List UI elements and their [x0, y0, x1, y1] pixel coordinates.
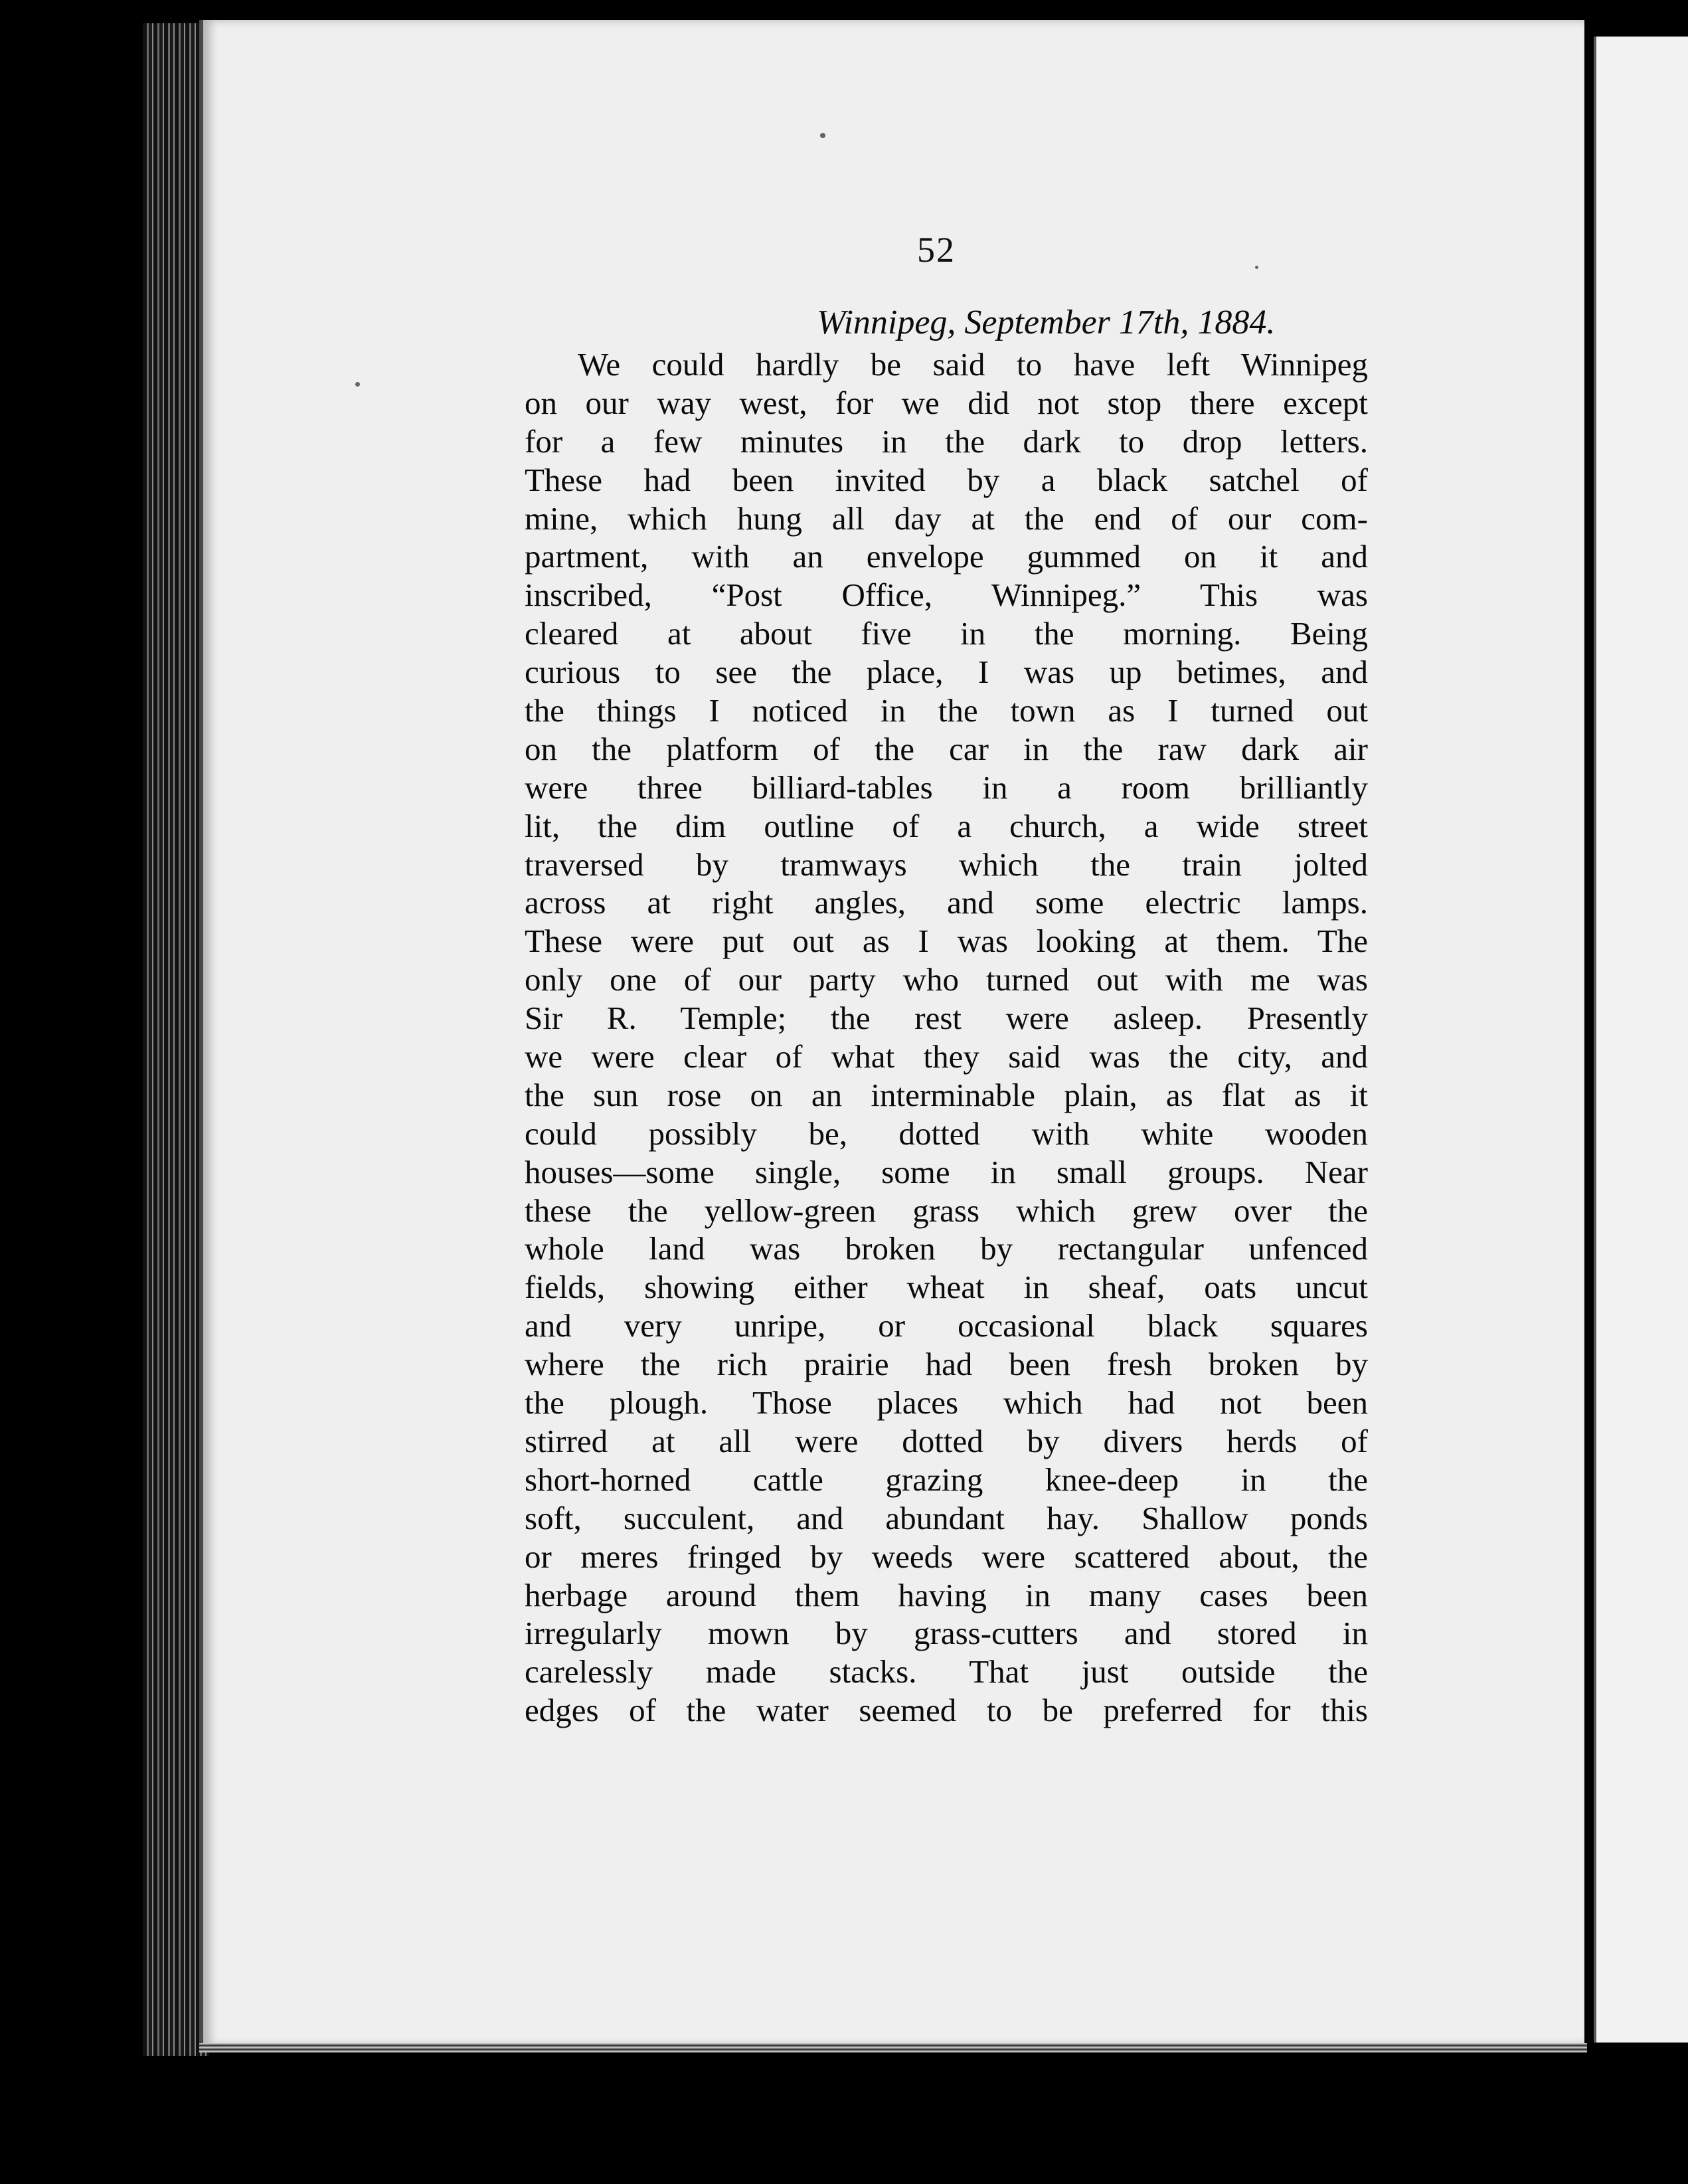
text-line: traversed by tramways which the train jolted [525, 846, 1368, 883]
scan-speck [820, 133, 825, 138]
facing-page-edge [1594, 37, 1688, 2043]
scan-speck [355, 382, 360, 387]
body-text [525, 345, 1368, 1730]
text-line: and very unripe, or occasional black squares [525, 1307, 1368, 1344]
text-line: herbage around them having in many cases been [525, 1576, 1368, 1613]
text-line: edges of the water seemed to be preferred for this [525, 1692, 1368, 1729]
text-line: inscribed, “Post Office, Winnipeg.” This was [525, 577, 1368, 614]
text-line: We could hardly be said to have left Winnipeg [578, 346, 1368, 383]
text-line: across at right angles, and some electric lamps. [525, 884, 1368, 921]
text-line: mine, which hung all day at the end of our com- [525, 500, 1368, 537]
text-line: soft, succulent, and abundant hay. Shallow ponds [525, 1499, 1368, 1536]
text-line: Sir R. Temple; the rest were asleep. Presently [525, 1000, 1368, 1037]
text-line: only one of our party who turned out with me was [525, 961, 1368, 998]
text-line: irregularly mown by grass-cutters and stored in [525, 1615, 1368, 1652]
text-line: on the platform of the car in the raw dark air [525, 730, 1368, 767]
text-line: whole land was broken by rectangular unfenced [525, 1230, 1368, 1267]
text-line: carelessly made stacks. That just outside the [525, 1653, 1368, 1690]
text-line: the plough. Those places which had not been [525, 1384, 1368, 1421]
text-line: could possibly be, dotted with white wooden [525, 1115, 1368, 1152]
scan-speck [1255, 266, 1258, 269]
text-line: the sun rose on an interminable plain, as flat as it [525, 1076, 1368, 1113]
text-line: These had been invited by a black satchel of [525, 461, 1368, 498]
text-line: where the rich prairie had been fresh broken by [525, 1346, 1368, 1383]
text-line: These were put out as I was looking at them. The [525, 923, 1368, 960]
text-line: lit, the dim outline of a church, a wide street [525, 807, 1368, 844]
text-line: these the yellow-green grass which grew over the [525, 1192, 1368, 1229]
text-line: stirred at all were dotted by divers herds of [525, 1422, 1368, 1459]
page-number: 52 [917, 230, 956, 270]
text-line: on our way west, for we did not stop there except [525, 384, 1368, 421]
page-bottom-edge [199, 2043, 1587, 2052]
text-line: houses—some single, some in small groups. Near [525, 1153, 1368, 1190]
text-line: we were clear of what they said was the city, and [525, 1038, 1368, 1075]
text-line: cleared at about five in the morning. Being [525, 615, 1368, 652]
text-line: for a few minutes in the dark to drop letters. [525, 422, 1368, 460]
text-line: the things I noticed in the town as I turned out [525, 692, 1368, 729]
text-line: fields, showing either wheat in sheaf, oats uncut [525, 1269, 1368, 1306]
text-line: or meres fringed by weeds were scattered about, the [525, 1538, 1368, 1575]
text-line: partment, with an envelope gummed on it and [525, 538, 1368, 575]
dateline-heading: Winnipeg, September 17th, 1884. [817, 304, 1276, 341]
text-line: short-horned cattle grazing knee-deep in the [525, 1461, 1368, 1498]
text-line: curious to see the place, I was up betimes, and [525, 654, 1368, 691]
text-line: were three billiard-tables in a room brilliantly [525, 769, 1368, 806]
